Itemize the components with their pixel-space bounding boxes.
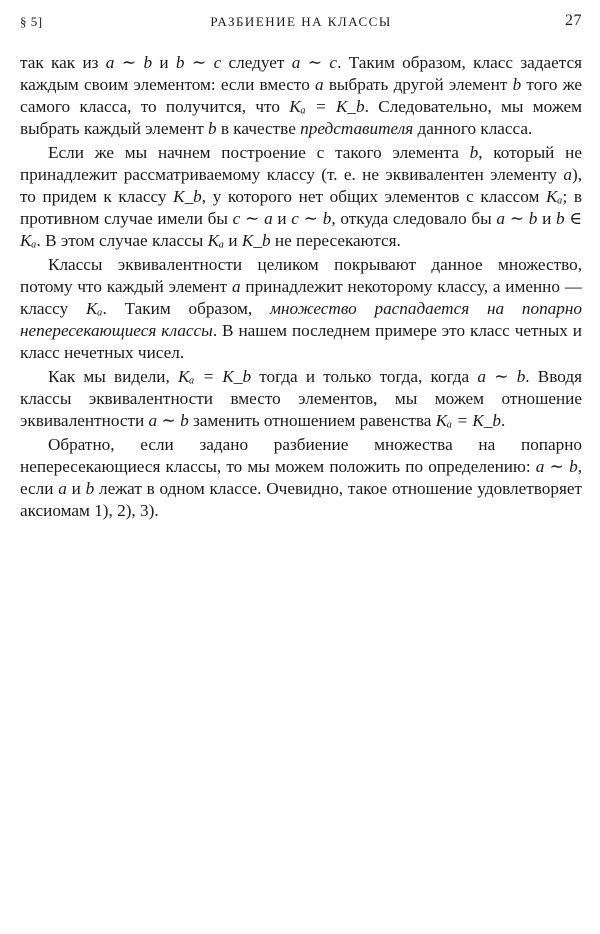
math-or-emphasis: a ∼ b: [148, 411, 189, 430]
paragraph: [20, 366, 582, 432]
math-or-emphasis: Kₐ: [207, 231, 225, 250]
text-run: тогда и только тогда, когда: [251, 367, 478, 386]
math-or-emphasis: b ∼ c: [175, 53, 222, 72]
text-run: и: [66, 479, 86, 498]
text-run: и: [224, 231, 242, 250]
math-or-emphasis: a: [315, 75, 324, 94]
text-run: заменить отношением равенства: [188, 411, 436, 430]
text-run: того же самого класса, то получится, что: [20, 75, 582, 116]
text-run: , который не принадлежит рассматриваемому классу (т. е. не эквивалентен элементу: [20, 143, 582, 184]
running-header: [20, 12, 582, 34]
paragraph: [20, 142, 582, 252]
text-run: Классы эквивалентности целиком покрывают данное множество, потому что каждый элемент: [20, 255, 582, 296]
text-run: и: [152, 53, 176, 72]
text-body: [20, 52, 582, 522]
text-run: . Таким образом, класс задается каждым своим элементом: если вместо: [20, 53, 583, 94]
math-or-emphasis: K_b: [241, 231, 271, 250]
math-or-emphasis: Kₐ = K_b: [435, 411, 502, 430]
text-run: в качестве: [216, 119, 301, 138]
text-run: . В нашем последнем примере это класс четных и класс нечетных чисел.: [20, 321, 582, 362]
page-number: 27: [565, 12, 582, 29]
math-or-emphasis: a ∼ b: [477, 367, 526, 386]
text-run: принадлежит некоторому классу, а именно — классу: [20, 277, 582, 318]
text-run: Обратно, если задано разбиение множества на попарно непересекающиеся классы, то мы можем положить по определению:: [20, 435, 582, 476]
text-run: . Следовательно, мы можем выбрать каждый элемент: [20, 97, 582, 138]
text-run: , откуда следовало бы: [331, 209, 497, 228]
math-or-emphasis: представителя: [300, 119, 414, 138]
text-run: ; в противном случае имели бы: [20, 187, 583, 228]
text-run: данного класса.: [413, 119, 533, 138]
math-or-emphasis: a ∼ b: [496, 209, 538, 228]
math-or-emphasis: c ∼ a: [232, 209, 273, 228]
math-or-emphasis: b: [208, 119, 217, 138]
text-run: , если: [20, 457, 582, 498]
math-or-emphasis: Kₐ = K_b: [289, 97, 365, 116]
text-run: и: [272, 209, 292, 228]
math-or-emphasis: b ∈ Kₐ: [20, 209, 583, 250]
text-run: . В этом случае классы: [36, 231, 208, 250]
math-or-emphasis: K_b: [173, 187, 202, 206]
math-or-emphasis: a: [563, 165, 572, 184]
text-run: выбрать другой элемент: [323, 75, 513, 94]
math-or-emphasis: b: [512, 75, 522, 94]
paragraph: [20, 52, 582, 140]
math-or-emphasis: c ∼ b: [291, 209, 332, 228]
math-or-emphasis: Kₐ = K_b: [177, 367, 252, 386]
section-marker: § 5]: [20, 14, 43, 29]
math-or-emphasis: b: [469, 143, 479, 162]
text-run: Если же мы начнем построение с такого элемента: [48, 143, 470, 162]
math-or-emphasis: Kₐ: [546, 187, 563, 206]
book-page: [20, 12, 582, 524]
text-run: так как из: [20, 53, 106, 72]
math-or-emphasis: a: [231, 277, 241, 296]
math-or-emphasis: b: [85, 479, 95, 498]
math-or-emphasis: множество распадается на попарно непересекающиеся классы: [20, 299, 582, 340]
paragraph: [20, 254, 582, 364]
text-run: . Таким образом,: [102, 299, 270, 318]
math-or-emphasis: a ∼ b: [535, 457, 578, 476]
text-run: ), то придем к классу: [20, 165, 582, 206]
chapter-title: РАЗБИЕНИЕ НА КЛАССЫ: [210, 14, 392, 29]
text-run: .: [501, 411, 506, 430]
text-run: не пересекаются.: [270, 231, 401, 250]
text-run: и: [537, 209, 556, 228]
math-or-emphasis: a ∼ b: [105, 53, 153, 72]
paragraph: [20, 434, 582, 522]
text-run: , у которого нет общих элементов с классом: [201, 187, 546, 206]
math-or-emphasis: Kₐ: [85, 299, 103, 318]
text-run: следует: [221, 53, 292, 72]
math-or-emphasis: a ∼ c: [291, 53, 338, 72]
text-run: Как мы видели,: [48, 367, 178, 386]
math-or-emphasis: a: [58, 479, 67, 498]
text-run: лежат в одном классе. Очевидно, такое отношение удовлетворяет аксиомам 1), 2), 3).: [20, 479, 582, 520]
text-run: . Вводя классы эквивалентности вместо элементов, мы можем отношение эквивалентности: [20, 367, 582, 430]
